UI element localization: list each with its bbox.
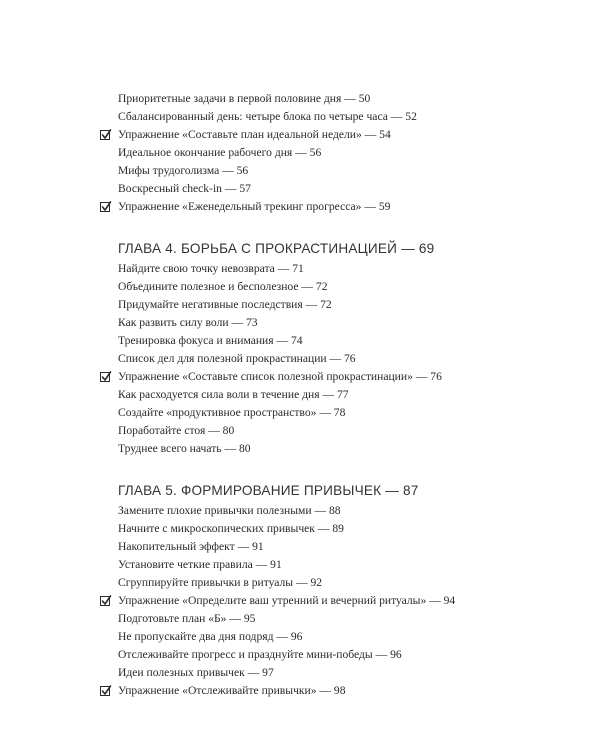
toc-entry (100, 260, 560, 278)
toc-entry-text: Идеи полезных привычек — 97 (118, 666, 274, 679)
checkbox-checked-icon (100, 202, 110, 212)
checkbox-checked-icon (100, 596, 110, 606)
toc-entry (100, 556, 560, 574)
toc-entry-exercise (100, 368, 560, 386)
checkbox-checked-icon (100, 130, 110, 140)
toc-entry-text: Не пропускайте два дня подряд — 96 (118, 630, 303, 643)
toc-entry (100, 90, 560, 108)
toc-entry (100, 440, 560, 458)
toc-entry-text: Придумайте негативные последствия — 72 (118, 298, 332, 311)
toc-entry (100, 144, 560, 162)
toc-entry-text: Найдите свою точку невозврата — 71 (118, 262, 304, 275)
toc-entry-text: Упражнение «Отслеживайте привычки» — 98 (118, 684, 346, 697)
toc-entry (100, 520, 560, 538)
toc-entry-text: Замените плохие привычки полезными — 88 (118, 504, 341, 517)
toc-entry (100, 314, 560, 332)
toc-entry-text: Упражнение «Составьте список полезной прокрастинации» — 76 (118, 370, 442, 383)
toc-entry (100, 180, 560, 198)
toc-entry-text: Приоритетные задачи в первой половине дня — 50 (118, 92, 371, 105)
toc-entry-text: Упражнение «Определите ваш утренний и вечерний ритуалы» — 94 (118, 594, 456, 607)
toc-entry-text: Мифы трудоголизма — 56 (118, 164, 249, 177)
toc-entry (100, 646, 560, 664)
toc-entry-text: Отслеживайте прогресс и празднуйте мини-победы — 96 (118, 648, 402, 661)
toc-entry-exercise (100, 126, 560, 144)
toc-entry-text: Воскресный check-in — 57 (118, 182, 251, 195)
toc-entry (100, 332, 560, 350)
toc-entry-text: Объедините полезное и бесполезное — 72 (118, 280, 328, 293)
toc-entry-text: Список дел для полезной прокрастинации — 76 (118, 352, 356, 365)
toc-entry (100, 574, 560, 592)
toc-entry-text: Упражнение «Еженедельный трекинг прогресса» — 59 (118, 200, 391, 213)
toc-entry-text: Создайте «продуктивное пространство» — 78 (118, 406, 346, 419)
toc-entry-text: Труднее всего начать — 80 (118, 442, 251, 455)
checkbox-checked-icon (100, 686, 110, 696)
toc-entry (100, 610, 560, 628)
toc-entry-text: Как расходуется сила воли в течение дня — 77 (118, 388, 349, 401)
checkbox-checked-icon (100, 372, 110, 382)
toc-entry-text: Установите четкие правила — 91 (118, 558, 282, 571)
toc-entry (100, 386, 560, 404)
toc-entry-text: Подготовьте план «Б» — 95 (118, 612, 256, 625)
toc-section-chapter-4 (100, 238, 560, 458)
toc-entry (100, 664, 560, 682)
toc-entry (100, 162, 560, 180)
toc-entry (100, 108, 560, 126)
toc-entry-exercise (100, 198, 560, 216)
toc-entry (100, 628, 560, 646)
toc-entry (100, 278, 560, 296)
toc-entry (100, 502, 560, 520)
toc-entry-exercise (100, 592, 560, 610)
toc-entry-text: Идеальное окончание рабочего дня — 56 (118, 146, 322, 159)
toc-entry-text: Поработайте стоя — 80 (118, 424, 235, 437)
toc-entry (100, 422, 560, 440)
toc-section-continued (100, 90, 560, 216)
chapter-heading: ГЛАВА 4. БОРЬБА С ПРОКРАСТИНАЦИЕЙ — 69 (118, 241, 435, 256)
toc-entry-text: Накопительный эффект — 91 (118, 540, 264, 553)
toc-entry-text: Сгруппируйте привычки в ритуалы — 92 (118, 576, 323, 589)
toc-entry-text: Упражнение «Составьте план идеальной недели» — 54 (118, 128, 391, 141)
toc-entry-text: Сбалансированный день: четыре блока по четыре часа — 52 (118, 110, 417, 123)
toc-entry (100, 350, 560, 368)
toc-entry-text: Начните с микроскопических привычек — 89 (118, 522, 344, 535)
toc-entry-text: Как развить силу воли — 73 (118, 316, 258, 329)
toc-entry-text: Тренировка фокуса и внимания — 74 (118, 334, 303, 347)
toc-section-chapter-5 (100, 480, 560, 700)
toc-entry-exercise (100, 682, 560, 700)
toc-entry (100, 538, 560, 556)
toc-entry (100, 404, 560, 422)
chapter-heading: ГЛАВА 5. ФОРМИРОВАНИЕ ПРИВЫЧЕК — 87 (118, 483, 419, 498)
toc-entry (100, 296, 560, 314)
